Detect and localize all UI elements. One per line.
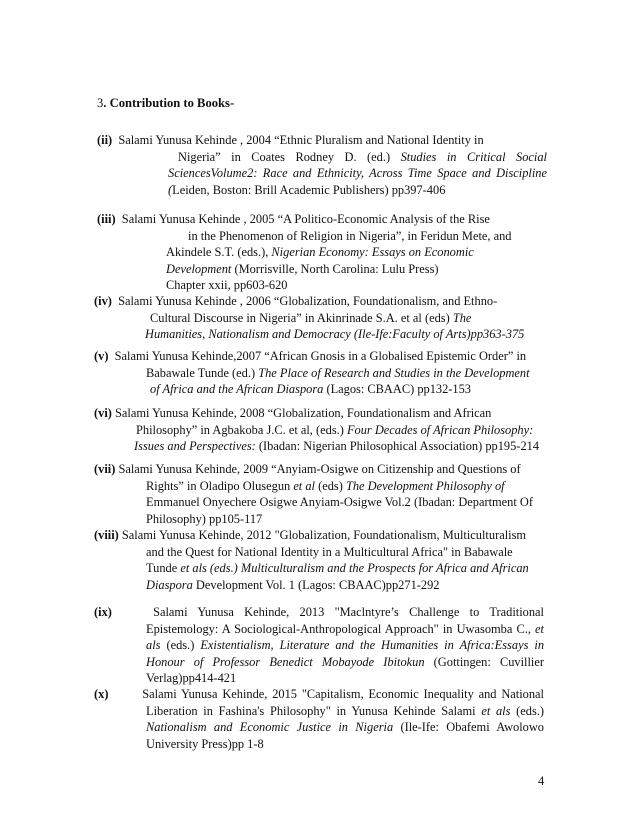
entry-text: Leiden, Boston: Brill Academic Publishers) pp397-406 [172, 182, 446, 197]
entry-text: Salami Yunusa Kehinde , 2005 “A Politico-Economic Analysis of the Rise [121, 212, 490, 226]
entry-line [150, 381, 544, 398]
entry-text-italic: Issues and Perspectives: [134, 439, 256, 454]
entry-line [150, 310, 544, 327]
entry-label: (ii) [97, 133, 113, 147]
entry-line [97, 211, 547, 228]
entry-text-italic: et al [293, 478, 315, 493]
entry-text-italic: The Place of Research and Studies in the Development [258, 365, 530, 380]
entry-text-italic: Diaspora [146, 577, 193, 592]
entry-text: Liberation in Fashina's Philosophy" in Yunusa Kehinde Salami [146, 703, 482, 718]
entry-text: Philosophy” in Agbakoba J.C. et al, (eds.) [136, 422, 347, 437]
entry-text: Salami Yunusa Kehinde, 2013 "Maclntyre’s Challenge to Traditional [153, 605, 544, 619]
entry-line [136, 422, 544, 439]
entry-text: Epistemology: A Sociological-Anthropological Approach" in Uwasomba C., [146, 621, 536, 636]
entry-text-italic: Nationalism and Economic Justice in Nigeria [146, 720, 394, 735]
entry-text-italic: ( [168, 182, 173, 197]
reference-entry [97, 211, 547, 294]
entry-text: Emmanuel Onyechere Osigwe Anyiam-Osigwe Vol.2 (Ibadan: Department Of [146, 495, 533, 510]
entry-line [146, 719, 544, 736]
entry-line [146, 577, 544, 594]
entry-line [188, 228, 547, 245]
entry-text: (eds.) [510, 703, 545, 718]
entry-text: Salami Yunusa Kehinde, 2015 "Capitalism, Economic Inequality and National [142, 687, 544, 701]
entry-line [146, 494, 544, 511]
entry-label: (ix) [94, 605, 112, 619]
entry-text-italic: Existentialism, Literature and the Humanities in Africa:Essays in [200, 638, 545, 653]
reference-entry [97, 132, 547, 198]
entry-text: Tunde [146, 561, 181, 576]
entry-text-italic: The [452, 310, 472, 325]
reference-entry [94, 461, 544, 527]
entry-line [94, 348, 544, 365]
entry-text-italic: Humanities, Nationalism and Democracy (Ile-Ife:Faculty of Arts)pp363-375 [145, 327, 525, 342]
reference-entry [94, 348, 544, 398]
section-number: 3 [97, 96, 104, 110]
entry-text: Salami Yunusa Kehinde, 2012 "Globalization, Foundationalism, Multiculturalism [121, 528, 527, 542]
entry-text: Salami Yunusa Kehinde, 2009 “Anyiam-Osigwe on Citizenship and Questions of [118, 462, 521, 476]
entry-line [178, 149, 547, 166]
entry-text: (Lagos: CBAAC) pp132-153 [323, 382, 472, 397]
entry-label: (vii) [94, 462, 116, 476]
entry-line [94, 405, 544, 422]
entry-text: (Ile-Ife: Obafemi Awolowo [393, 720, 544, 735]
entry-text-italic: Development [166, 261, 232, 276]
entry-text-italic: et [535, 621, 544, 636]
reference-entry [94, 604, 544, 687]
entry-text: Salami Yunusa Kehinde, 2008 “Globalization, Foundationalism and African [115, 406, 492, 420]
entry-text: University Press)pp 1-8 [146, 736, 264, 751]
entry-line [146, 654, 544, 671]
entry-text: (eds) [315, 478, 346, 493]
entry-text: Development Vol. 1 (Lagos: CBAAC)pp271-292 [192, 577, 440, 592]
entry-text-italic: et als [481, 703, 511, 718]
entry-text: Philosophy) pp105-117 [146, 511, 263, 526]
page-number: 4 [538, 774, 545, 788]
entry-label: (vi) [94, 406, 112, 420]
section-heading [97, 95, 234, 112]
entry-line [146, 365, 544, 382]
entry-line [146, 703, 544, 720]
reference-entry [94, 293, 544, 343]
reference-entry [94, 527, 544, 593]
entry-text: (eds.) [160, 638, 201, 653]
entry-text: (Gottingen: Cuvillier [424, 654, 544, 669]
entry-text: (Ibadan: Nigerian Philosophical Association) pp195-214 [255, 439, 540, 454]
entry-text: and the Quest for National Identity in a Multicultural Africa" in Babawale [146, 544, 513, 559]
entry-label: (x) [94, 687, 109, 701]
entry-label: (iv) [94, 294, 112, 308]
entry-text: Salami Yunusa Kehinde , 2004 “Ethnic Pluralism and National Identity in [118, 133, 484, 147]
entry-text-italic: The Development Philosophy of [345, 478, 505, 493]
entry-line [146, 637, 544, 654]
entry-text-italic: als [146, 638, 161, 653]
entry-line [146, 544, 544, 561]
entry-line [94, 686, 544, 703]
entry-line [166, 261, 547, 278]
entry-text: Babawale Tunde (ed.) [146, 365, 259, 380]
reference-entry [94, 686, 544, 752]
entry-text: in the Phenomenon of Religion in Nigeria”, in Feridun Mete, and [188, 228, 512, 243]
entry-line [134, 438, 544, 455]
entry-text-italic: Studies in Critical Social [400, 149, 547, 164]
entry-line [146, 621, 544, 638]
entry-line [168, 165, 547, 182]
entry-text: Verlag)pp414-421 [146, 671, 237, 686]
entry-line [166, 277, 547, 294]
entry-text-italic: Four Decades of African Philosophy: [346, 422, 534, 437]
entry-line [146, 670, 544, 687]
entry-line [97, 132, 547, 149]
reference-entry [94, 405, 544, 455]
entry-line [94, 293, 544, 310]
entry-line [146, 478, 544, 495]
entry-text: Chapter xxii, pp603-620 [166, 278, 288, 293]
entry-line [146, 736, 544, 753]
entry-line [146, 560, 544, 577]
entry-text-italic: Honour of Professor Benedict Mobayode Ibitokun [146, 654, 425, 669]
entry-text-italic: SciencesVolume2: Race and Ethnicity, Across Time Space and Discipline [168, 166, 547, 181]
entry-line [166, 244, 547, 261]
entry-label: (viii) [94, 528, 119, 542]
entry-text: Cultural Discourse in Nigeria” in Akinrinade S.A. et al (eds) [150, 310, 453, 325]
entry-line [94, 604, 544, 621]
entry-line [146, 511, 544, 528]
entry-line [94, 527, 544, 544]
entry-text: Akindele S.T. (eds.), [166, 245, 272, 260]
entry-text-italic: et als (eds.) Multiculturalism and the Prospects for Africa and African [180, 561, 529, 576]
entry-text: Rights” in Oladipo Olusegun [146, 478, 294, 493]
entry-label: (v) [94, 349, 109, 363]
section-title: . Contribution to Books- [103, 96, 235, 110]
entry-line [145, 326, 544, 343]
entry-line [94, 461, 544, 478]
entry-text-italic: Nigerian Economy: Essays on Economic [271, 245, 474, 260]
entry-label: (iii) [97, 212, 116, 226]
entry-text: (Morrisville, North Carolina: Lulu Press) [231, 261, 439, 276]
entry-text-italic: of Africa and the African Diaspora [150, 382, 324, 397]
entry-text: Nigeria” in Coates Rodney D. (ed.) [178, 149, 401, 164]
entry-line [168, 182, 547, 199]
entry-text: Salami Yunusa Kehinde,2007 “African Gnosis in a Globalised Epistemic Order” in [114, 349, 527, 363]
entry-text: Salami Yunusa Kehinde , 2006 “Globalization, Foundationalism, and Ethno- [118, 294, 498, 308]
